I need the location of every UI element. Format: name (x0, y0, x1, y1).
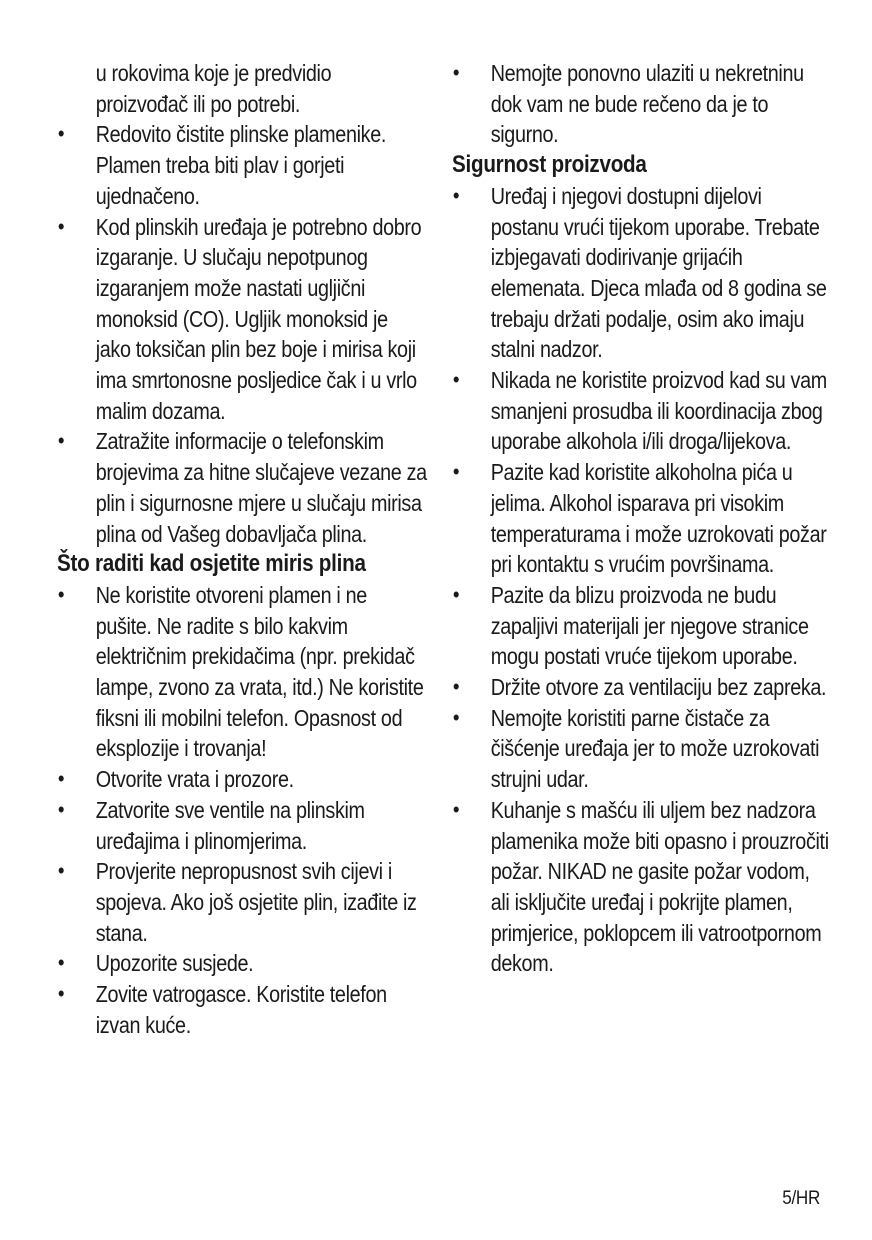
list-item: • Zatražite informacije o telefonskim brojevima za hitne slučajeve vezane za plin i sigurnosne mjere u slučaju mirisa plina od Vašeg dobavljača plina. (57, 428, 427, 547)
list-item: • Pazite kad koristite alkoholna pića u jelima. Alkohol isparava pri visokim temperaturama i može uzrokovati požar pri kontaktu s vrućim površinama. (452, 459, 827, 578)
list-item: • Uređaj i njegovi dostupni dijelovi postanu vrući tijekom uporabe. Trebate izbjegavati dodirivanje grijaćih elemenata. Djeca mlađa od 8 godina se trebaju držati podalje, osim ako imaju stalni nadzor. (452, 182, 827, 363)
bullet-icon: • (57, 950, 65, 976)
list-item: • Redovito čistite plinske plamenike. Plamen treba biti plav i gorjeti ujednačeno. (57, 121, 387, 209)
list-item: • Otvorite vrata i prozore. (57, 764, 427, 795)
section-heading-gas-smell: Što raditi kad osjetite miris plina (57, 550, 366, 578)
right-column (452, 58, 830, 979)
bullet-icon: • (452, 674, 460, 700)
bullet-icon: • (57, 121, 65, 147)
bullet-icon: • (452, 796, 460, 822)
section-heading-product-safety: Sigurnost proizvoda (452, 151, 647, 179)
bullet-icon: • (452, 459, 460, 485)
page-number: 5/HR (782, 1188, 820, 1209)
list-item: • Provjerite nepropusnost svih cijevi i spojeva. Ako još osjetite plin, izađite iz stana. (57, 858, 417, 946)
list-item: • Nemojte ponovno ulaziti u nekretninu dok vam ne bude rečeno da je to sigurno. (452, 60, 804, 148)
bullet-icon: • (452, 367, 460, 393)
list-item: • Upozorite susjede. (57, 948, 427, 979)
bullet-icon: • (452, 60, 460, 85)
bullet-icon: • (57, 796, 65, 822)
bullet-icon: • (57, 981, 65, 1007)
bullet-icon: • (57, 581, 65, 607)
bullet-icon: • (452, 704, 460, 730)
bullet-icon: • (57, 213, 65, 239)
list-item: • Zovite vatrogasce. Koristite telefon izvan kuće. (57, 981, 387, 1038)
bullet-icon: • (452, 581, 460, 607)
list-item: • Nemojte koristiti parne čistače za čišćenje uređaja jer to može uzrokovati strujni udar. (452, 704, 820, 793)
bullet-icon: • (452, 182, 460, 208)
bullet-icon: • (57, 428, 65, 454)
list-item: • Kod plinskih uređaja je potrebno dobro izgaranje. U slučaju nepotpunog izgaranjem može nastati ugljični monoksid (CO). Ugljik monoksid je jako toksičan plin bez boje i mirisa koji ima smrtonosne posljedice čak i u vrlo malim dozama. (57, 213, 422, 424)
list-item: • Držite otvore za ventilaciju bez zapreka. (452, 672, 830, 703)
list-item: • Kuhanje s mašću ili uljem bez nadzora plamenika može biti opasno i prouzročiti požar. NIKAD ne gasite požar vodom, ali isključite uređaj i pokrijte plamen, primjerice, poklopcem ili vatrootpornom dekom. (452, 796, 829, 977)
list-item: • Ne koristite otvoreni plamen i ne pušite. Ne radite s bilo kakvim električnim prekidačima (npr. prekidač lampe, zvono za vrata, itd.) Ne koristite fiksni ili mobilni telefon. Opasnost od eksplozije i trovanja! (57, 581, 424, 762)
bullet-icon: • (57, 766, 65, 792)
continuation-text: u rokovima koje je predvidio proizvođač ili po potrebi. (95, 60, 332, 117)
list-item: • Zatvorite sve ventile na plinskim uređajima i plinomjerima. (57, 796, 365, 854)
left-column (57, 58, 427, 1041)
bullet-icon: • (57, 858, 65, 884)
list-item: • Pazite da blizu proizvoda ne budu zapaljivi materijali jer njegove stranice mogu postati vruće tijekom uporabe. (452, 581, 809, 670)
list-item: • Nikada ne koristite proizvod kad su vam smanjeni prosudba ili koordinacija zbog uporabe alkohola i/ili droga/lijekova. (452, 367, 827, 455)
